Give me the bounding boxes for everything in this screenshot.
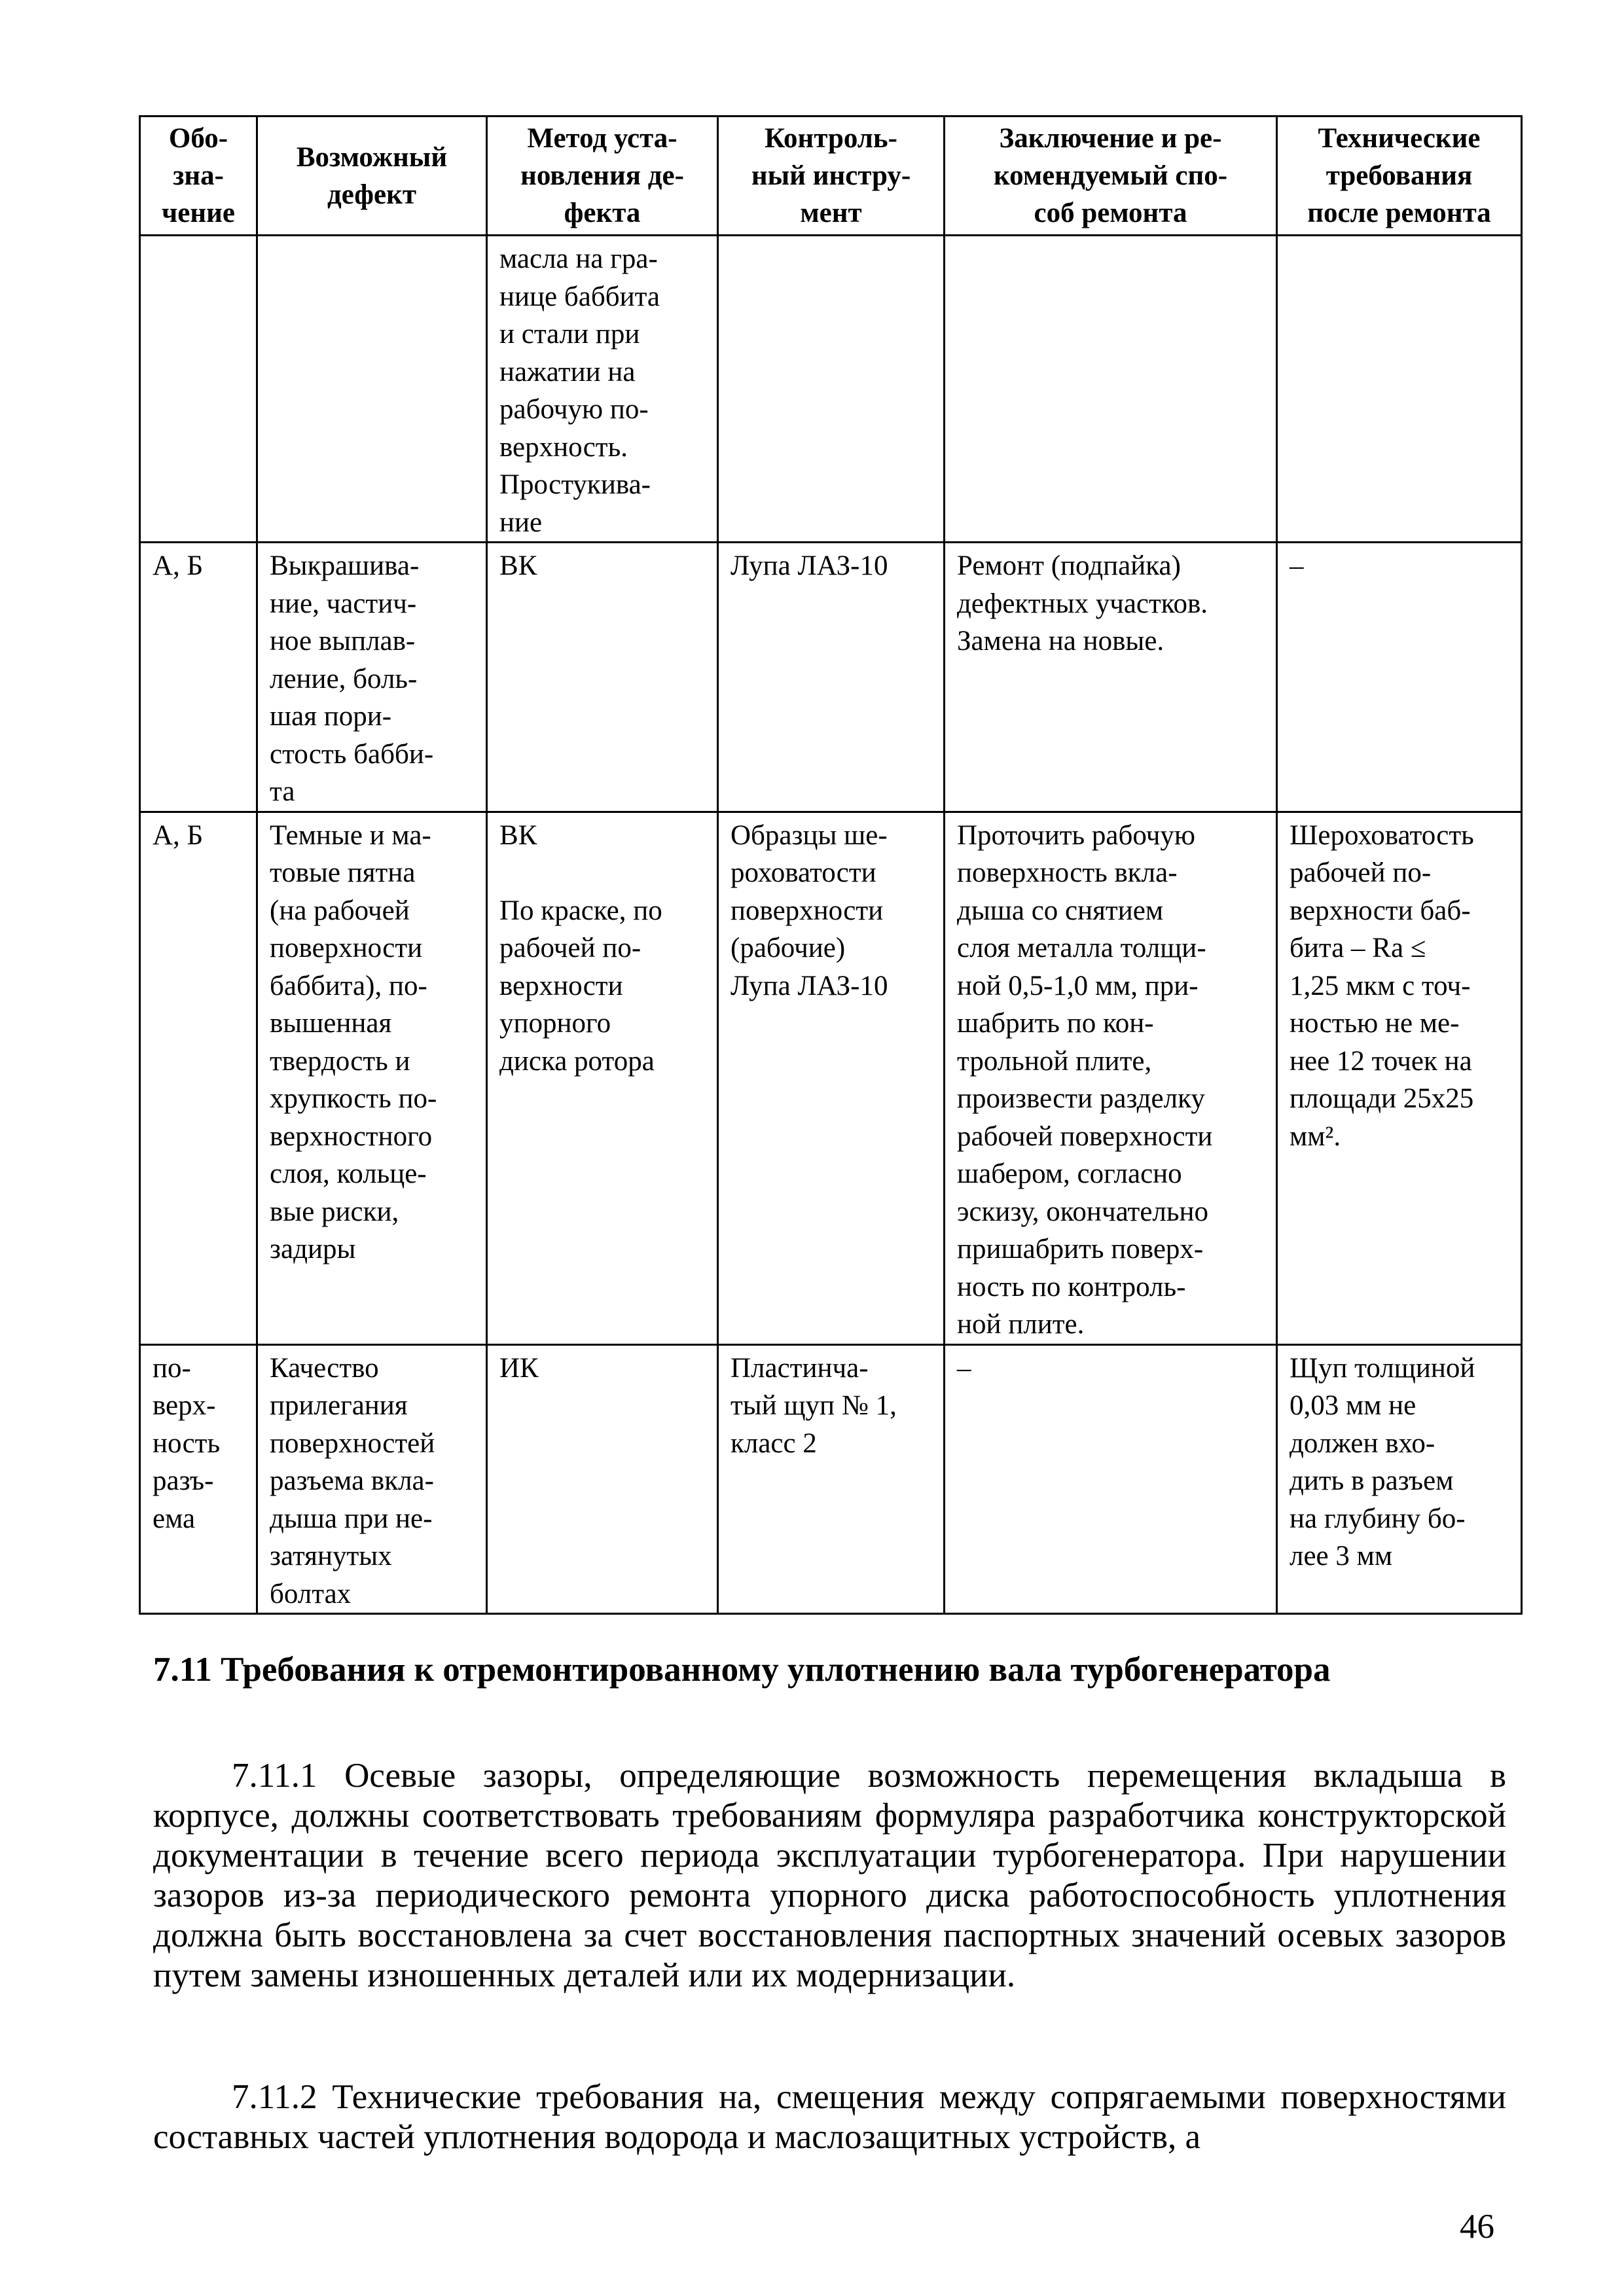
cell-instrument: Пластинча- тый щуп № 1, класс 2: [718, 1344, 945, 1614]
section-heading: 7.11 Требования к отремонтированному уплотнению вала турбогенератора: [153, 1651, 1331, 1689]
cell-designation: А, Б: [140, 543, 257, 812]
cell-conclusion: Ремонт (подпайка) дефектных участков. Замена на новые.: [945, 543, 1277, 812]
cell-defect: Качество прилегания поверхностей разъема вкла- дыша при не- затянутых болтах: [257, 1344, 487, 1614]
table-header-row: [140, 117, 1522, 236]
defects-table: [139, 115, 1523, 1615]
cell-conclusion: [945, 236, 1277, 543]
table-row: [140, 1344, 1522, 1614]
cell-method: масла на гра- нице баббита и стали при нажатии на рабочую по- верхность. Простукива- ние: [487, 236, 718, 543]
cell-designation: [140, 236, 257, 543]
cell-defect: Выкрашива- ние, частич- ное выплав- ление, боль- шая пори- стость бабби- та: [257, 543, 487, 812]
cell-instrument: Образцы ше- роховатости поверхности (рабочие) Лупа ЛАЗ-10: [718, 812, 945, 1344]
cell-method: ВК: [487, 543, 718, 812]
cell-designation: А, Б: [140, 812, 257, 1344]
cell-requirements: [1277, 236, 1522, 543]
cell-requirements: –: [1277, 543, 1522, 812]
page-number: 46: [1460, 2208, 1494, 2246]
table-row: [140, 812, 1522, 1344]
cell-conclusion: –: [945, 1344, 1277, 1614]
cell-method: ВК По краске, по рабочей по- верхности упорного диска ротора: [487, 812, 718, 1344]
paragraph-7-11-1: 7.11.1 Осевые зазоры, определяющие возможность перемещения вкладыша в корпусе, должны соответствовать требованиям формуляра разработчика конструкторской документации в течение всего периода эксплуатации турбогенератора. При нарушении зазоров из-за периодического ремонта упорного диска работоспособность уплотнения должна быть восстановлена за счет восстановления паспортных значений осевых зазоров путем замены изношенных деталей или их модернизации.: [153, 1757, 1506, 1994]
header-requirements: Технические требования после ремонта: [1277, 117, 1522, 236]
header-method: Метод уста- новления де- фекта: [487, 117, 718, 236]
cell-instrument: Лупа ЛАЗ-10: [718, 543, 945, 812]
table-row: [140, 543, 1522, 812]
cell-instrument: [718, 236, 945, 543]
cell-method: ИК: [487, 1344, 718, 1614]
table-row: [140, 236, 1522, 543]
cell-requirements: Щуп толщиной 0,03 мм не должен вхо- дить в разъем на глубину бо- лее 3 мм: [1277, 1344, 1522, 1614]
header-designation: Обо- зна- чение: [140, 117, 257, 236]
header-defect: Возможный дефект: [257, 117, 487, 236]
header-instrument: Контроль- ный инстру- мент: [718, 117, 945, 236]
cell-defect: Темные и ма- товые пятна (на рабочей поверхности баббита), по- вышенная твердость и хрупкость по- верхностного слоя, кольце- вые риски, задиры: [257, 812, 487, 1344]
cell-designation: по- верх- ность разъ- ема: [140, 1344, 257, 1614]
cell-conclusion: Проточить рабочую поверхность вкла- дыша со снятием слоя металла толщи- ной 0,5-1,0 мм, при- шабрить по кон- трольной плите, произвести разделку рабочей поверхности шабером, согласно эскизу, окончательно пришабрить поверх- ность по контроль- ной плите.: [945, 812, 1277, 1344]
paragraph-7-11-2: 7.11.2 Технические требования на, смещения между сопрягаемыми поверхностями составных частей уплотнения водорода и маслозащитных устройств, а: [153, 2078, 1506, 2156]
cell-defect: [257, 236, 487, 543]
header-conclusion: Заключение и ре- комендуемый спо- соб ремонта: [945, 117, 1277, 236]
cell-requirements: Шероховатость рабочей по- верхности баб- бита – Ra ≤ 1,25 мкм с точ- ностью не ме- нее 12 точек на площади 25x25 мм².: [1277, 812, 1522, 1344]
